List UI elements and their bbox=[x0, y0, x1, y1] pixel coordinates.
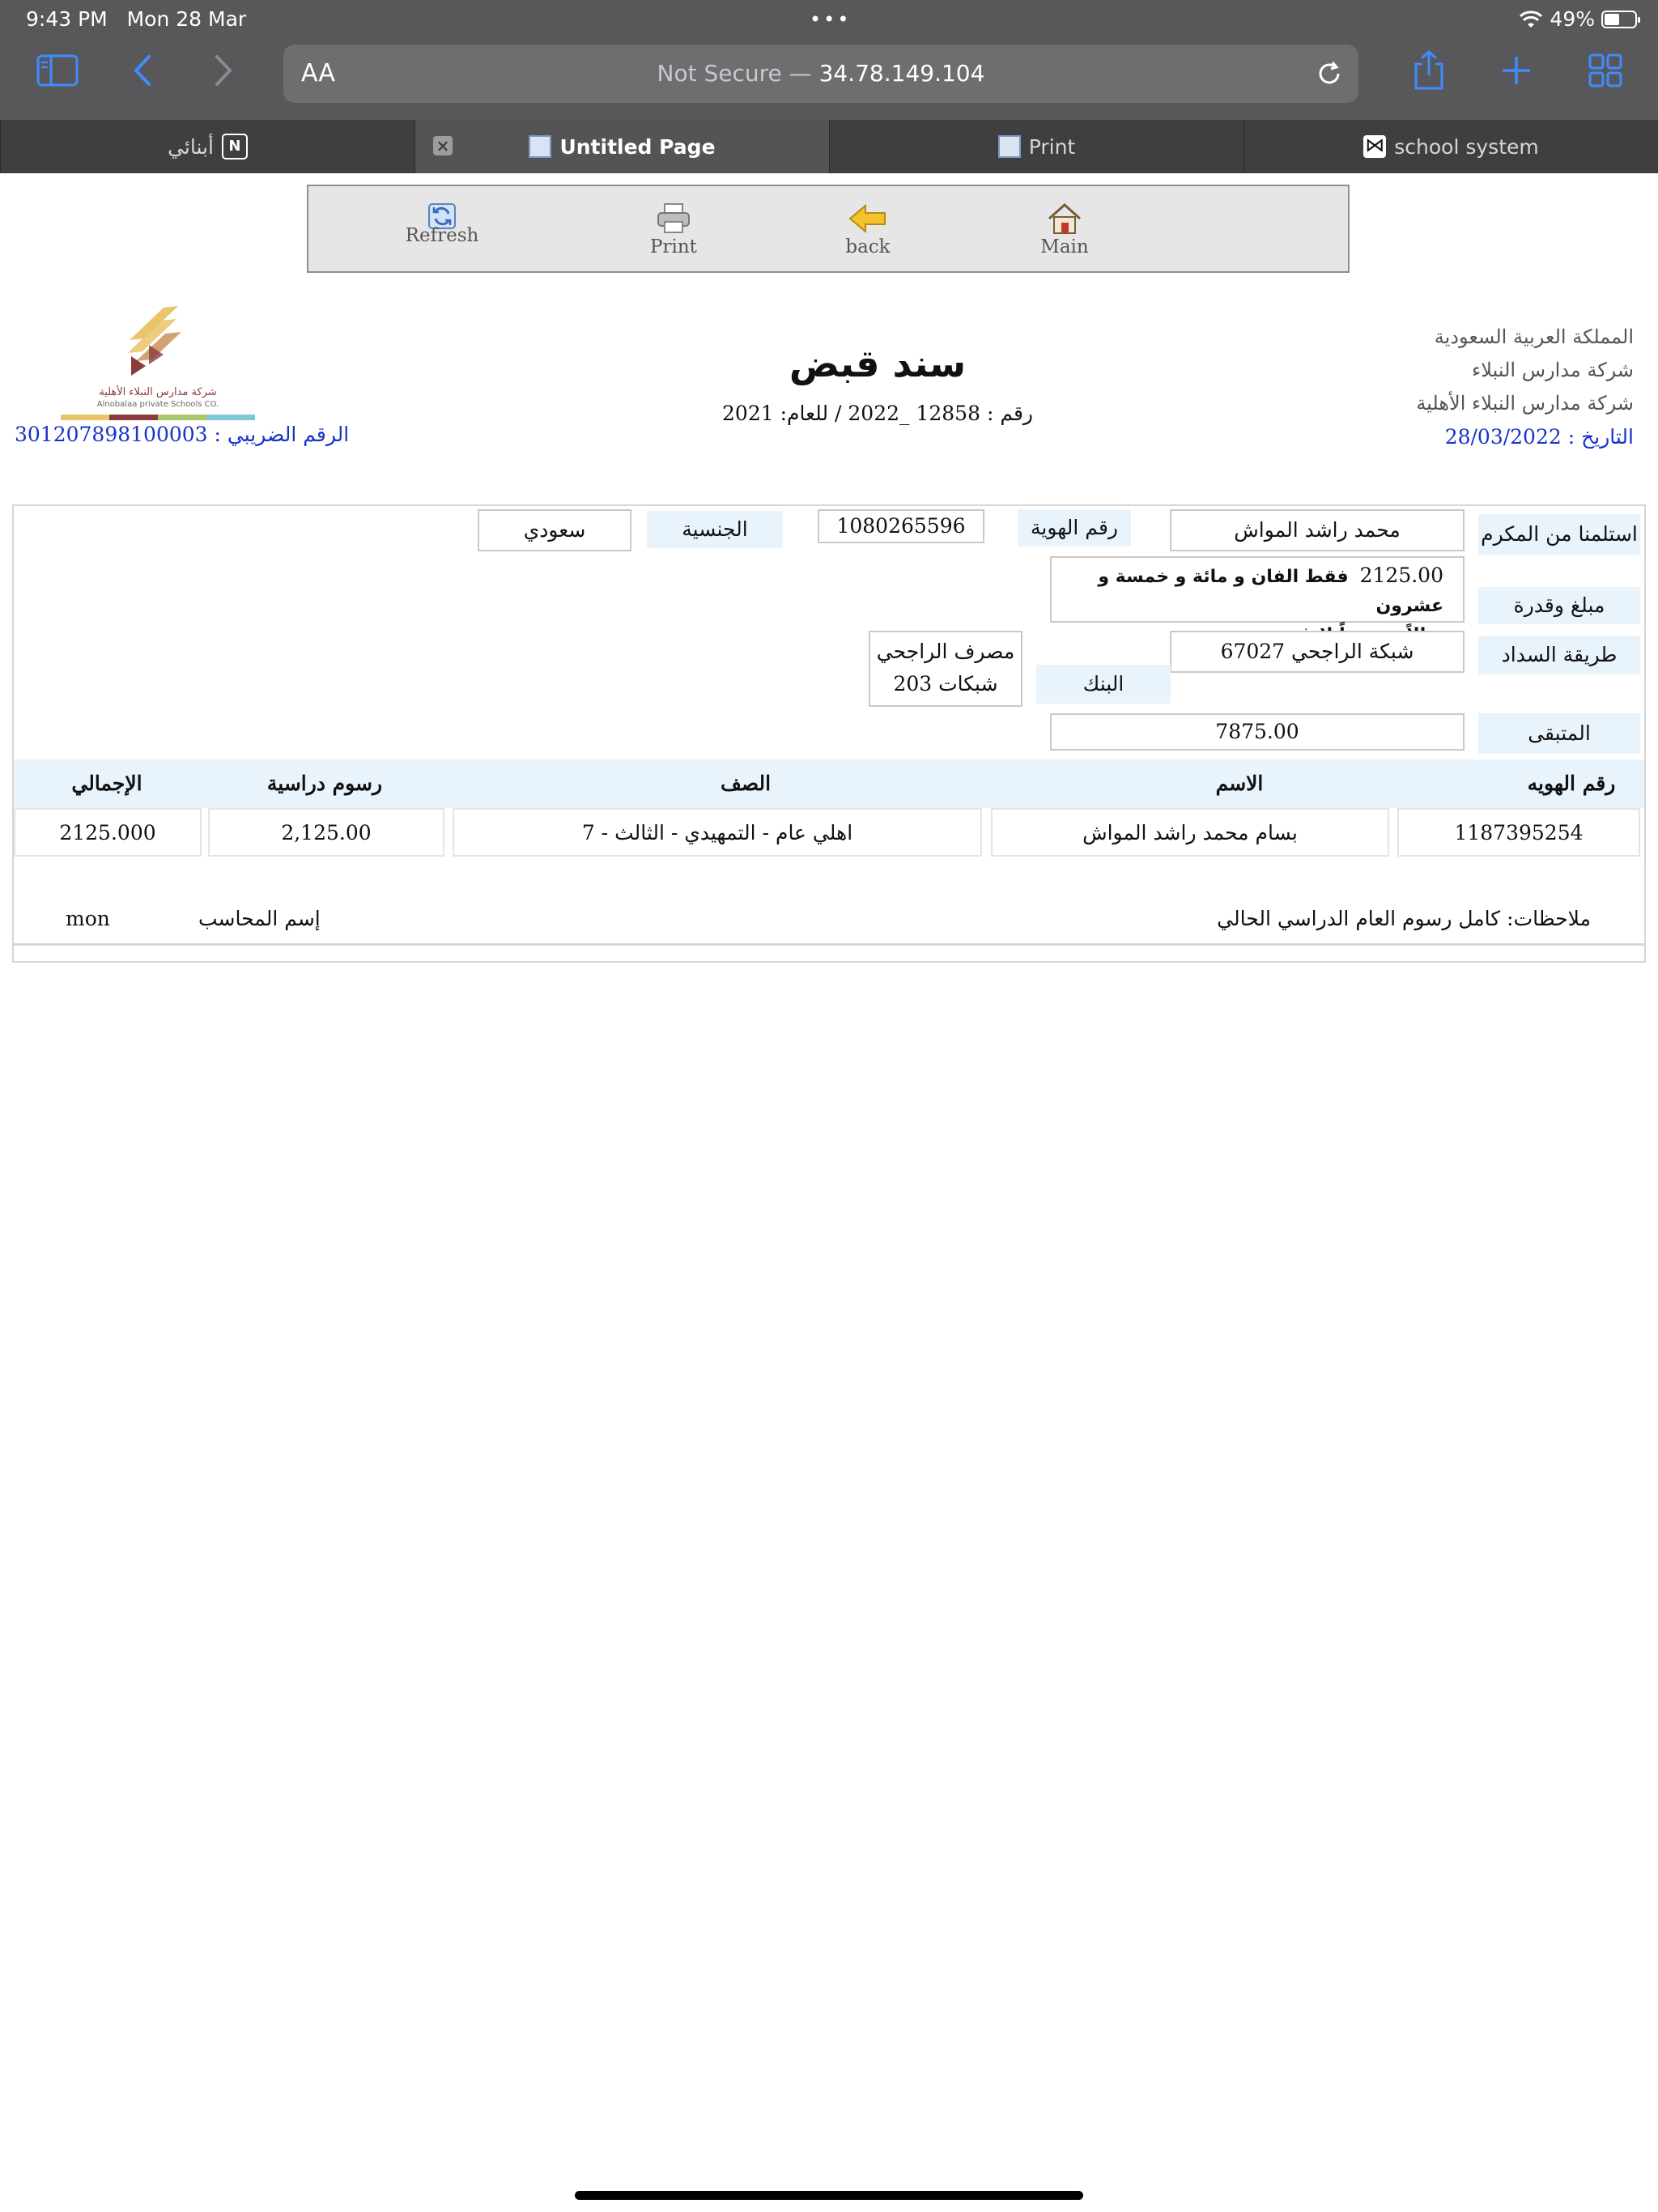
remaining-value: 7875.00 bbox=[1050, 713, 1465, 751]
print-button[interactable] bbox=[617, 185, 730, 270]
sidebar-icon bbox=[36, 54, 79, 87]
accountant-label: إسم المحاسب bbox=[198, 907, 321, 930]
document-icon bbox=[998, 135, 1021, 158]
col-class: الصف bbox=[720, 772, 772, 795]
notes-row bbox=[14, 895, 1644, 946]
receipt-date: التاريخ : 28/03/2022 bbox=[1444, 425, 1634, 449]
status-right bbox=[1519, 5, 1637, 34]
browser-chrome bbox=[0, 0, 1658, 120]
col-name: الاسم bbox=[1215, 772, 1264, 795]
tab-label: Untitled Page bbox=[559, 134, 716, 159]
plus-icon bbox=[1500, 54, 1533, 87]
status-time-date bbox=[26, 5, 246, 34]
arrow-left-icon bbox=[848, 202, 888, 235]
company-line-name: شركة مدارس النبلاء bbox=[1472, 359, 1634, 381]
bank-label: البنك bbox=[1036, 665, 1171, 704]
received-from-value: محمد راشد المواش bbox=[1170, 509, 1465, 551]
new-tab-button[interactable] bbox=[1494, 49, 1538, 92]
bank-value bbox=[869, 631, 1022, 707]
share-button[interactable] bbox=[1407, 49, 1451, 92]
notion-icon: N bbox=[222, 134, 248, 160]
url-field[interactable] bbox=[283, 45, 1358, 103]
notes-text: ملاحظات: كامل رسوم العام الدراسي الحالي bbox=[1217, 907, 1591, 930]
cell-name: بسام محمد راشد المواش bbox=[991, 808, 1389, 857]
bank-line-2: شبكات 203 bbox=[893, 672, 998, 696]
received-from-label: استلمنا من المكرم bbox=[1478, 514, 1640, 555]
text-size-button[interactable]: AA bbox=[301, 59, 335, 87]
col-id: رقم الهويه bbox=[1527, 772, 1616, 795]
home-icon bbox=[1047, 202, 1082, 235]
amount-number: 2125.00 bbox=[1359, 564, 1443, 587]
page-toolbar-buttons bbox=[307, 185, 1350, 273]
sidebar-toggle-button[interactable] bbox=[36, 49, 79, 92]
amount-label: مبلغ وقدرة bbox=[1478, 587, 1640, 624]
bowtie-icon bbox=[1363, 135, 1386, 158]
logo-caption-ar: شركة مدارس النبلاء الأهلية bbox=[99, 386, 217, 398]
tab-school-system[interactable] bbox=[1244, 120, 1658, 173]
refresh-button[interactable] bbox=[385, 185, 499, 270]
battery-percent: 49% bbox=[1550, 7, 1595, 31]
multitask-dots[interactable]: ••• bbox=[810, 8, 852, 31]
payment-method-value: شبكة الراجحي 67027 bbox=[1170, 631, 1465, 673]
grid-icon bbox=[1588, 53, 1622, 87]
cell-class: اهلي عام - التمهيدي - الثالث - 7 bbox=[453, 808, 982, 857]
browser-back-button[interactable] bbox=[126, 49, 159, 92]
reload-icon[interactable] bbox=[1315, 59, 1344, 88]
company-block bbox=[1416, 321, 1634, 453]
address-bar[interactable] bbox=[283, 45, 1358, 103]
company-line-country: المملكة العربية السعودية bbox=[1434, 325, 1634, 348]
printer-icon bbox=[656, 202, 691, 235]
tab-print[interactable] bbox=[829, 120, 1244, 173]
tab-untitled-page[interactable] bbox=[414, 120, 829, 173]
cell-id: 1187395254 bbox=[1397, 808, 1640, 857]
chevron-right-icon bbox=[214, 54, 233, 87]
id-label: رقم الهوية bbox=[1018, 509, 1131, 547]
tab-overview-button[interactable] bbox=[1584, 49, 1627, 92]
document-icon bbox=[529, 135, 551, 158]
table-header bbox=[14, 759, 1644, 808]
close-tab-icon[interactable]: × bbox=[433, 136, 453, 155]
cell-total: 2125.000 bbox=[14, 808, 202, 857]
back-label: back bbox=[845, 236, 891, 257]
status-date: Mon 28 Mar bbox=[126, 7, 247, 31]
page-title: سند قبض bbox=[789, 342, 967, 385]
amount-words-line1: فقط الفان و مائة و خمسة و عشرون bbox=[1098, 567, 1443, 616]
receipt-sheet bbox=[12, 504, 1646, 963]
chevron-left-icon bbox=[133, 54, 152, 87]
company-line-full: شركة مدارس النبلاء الأهلية bbox=[1416, 392, 1634, 415]
accountant-name: mon bbox=[66, 907, 110, 930]
tab-bar bbox=[0, 120, 1658, 173]
main-button[interactable] bbox=[1008, 185, 1121, 270]
cell-fees: 2,125.00 bbox=[208, 808, 444, 857]
share-icon bbox=[1412, 49, 1446, 91]
payment-method-label: طريقة السداد bbox=[1478, 636, 1640, 674]
home-indicator bbox=[575, 2191, 1083, 2200]
refresh-label: Refresh bbox=[405, 225, 479, 246]
tab-abnaai[interactable] bbox=[0, 120, 414, 173]
back-button[interactable] bbox=[811, 185, 925, 270]
main-label: Main bbox=[1040, 236, 1089, 257]
security-label: Not Secure — bbox=[657, 60, 812, 87]
remaining-label: المتبقى bbox=[1478, 713, 1640, 754]
browser-forward-button[interactable] bbox=[207, 49, 240, 92]
id-value: 1080265596 bbox=[818, 509, 984, 543]
amount-value bbox=[1050, 556, 1465, 623]
url-host: 34.78.149.104 bbox=[818, 60, 985, 87]
status-time: 9:43 PM bbox=[26, 7, 108, 31]
print-label: Print bbox=[650, 236, 697, 257]
nationality-value: سعودي bbox=[478, 509, 631, 551]
tab-label: school system bbox=[1394, 134, 1539, 159]
wifi-icon bbox=[1519, 10, 1543, 29]
battery-icon bbox=[1601, 11, 1637, 28]
nationality-label: الجنسية bbox=[647, 511, 783, 548]
tab-label: أبنائي bbox=[168, 134, 214, 159]
col-fees: رسوم دراسية bbox=[266, 772, 383, 795]
col-total: الإجمالي bbox=[71, 772, 142, 795]
tax-number: الرقم الضريبي : 301207898100003 bbox=[15, 423, 350, 446]
bank-line-1: مصرف الراجحي bbox=[876, 640, 1015, 663]
receipt-number: رقم : 12858 _2022 / للعام: 2021 bbox=[722, 402, 1033, 425]
tab-label: Print bbox=[1028, 134, 1076, 159]
logo-caption-en: Alnobalaa private Schools CO. bbox=[96, 400, 219, 409]
